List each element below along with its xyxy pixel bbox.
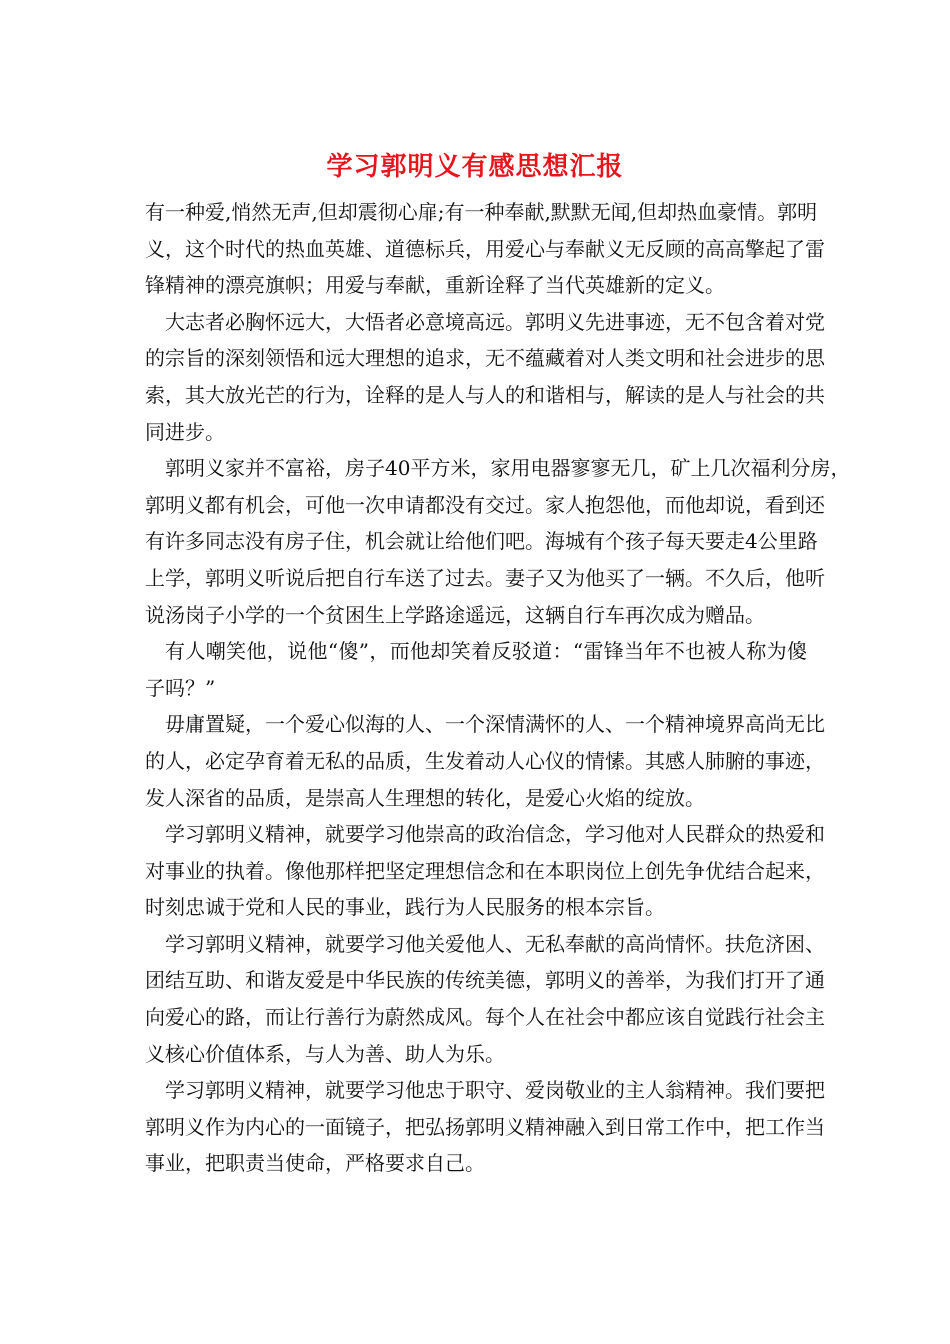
text-line: 同进步。 xyxy=(145,419,225,444)
text-line: 的人，必定孕育着无私的品质，生发着动人心仪的情愫。其感人肺腑的事迹， xyxy=(145,748,825,773)
text-line: 有人嘲笑他，说他“傻”，而他却笑着反驳道：“雷锋当年不也被人称为傻 xyxy=(165,639,807,664)
text-line: 发人深省的品质，是崇高人生理想的转化，是爱心火焰的绽放。 xyxy=(145,785,705,810)
text-line: 锋精神的漂亮旗帜；用爱与奉献，重新诠释了当代英雄新的定义。 xyxy=(145,273,725,298)
text-line: 学习郭明义精神，就要学习他关爱他人、无私奉献的高尚情怀。扶危济困、 xyxy=(165,931,825,956)
text-line: 义核心价值体系，与人为善、助人为乐。 xyxy=(145,1041,505,1066)
text-line: 毋庸置疑，一个爱心似海的人、一个深情满怀的人、一个精神境界高尚无比 xyxy=(165,712,825,737)
text-line: 义，这个时代的热血英雄、道德标兵，用爱心与奉献义无反顾的高高擎起了雷 xyxy=(145,236,825,261)
text-line: 子吗？” xyxy=(145,675,216,700)
text-line: 对事业的执着。像他那样把坚定理想信念和在本职岗位上创先争优结合起来， xyxy=(145,858,825,883)
text-line: 有许多同志没有房子住，机会就让给他们吧。海城有个孩子每天要走4公里路 xyxy=(145,529,818,554)
text-line: 郭明义都有机会，可他一次申请都没有交过。家人抱怨他，而他却说，看到还 xyxy=(145,492,825,517)
text-line: 学习郭明义精神，就要学习他崇高的政治信念，学习他对人民群众的热爱和 xyxy=(165,822,825,847)
text-line: 郭明义作为内心的一面镜子，把弘扬郭明义精神融入到日常工作中，把工作当 xyxy=(145,1114,825,1139)
text-line: 学习郭明义精神，就要学习他忠于职守、爱岗敬业的主人翁精神。我们要把 xyxy=(165,1078,825,1103)
text-line: 大志者必胸怀远大，大悟者必意境高远。郭明义先进事迹，无不包含着对党 xyxy=(165,309,825,334)
document-body xyxy=(145,194,851,1182)
text-line: 的宗旨的深刻领悟和远大理想的追求，无不蕴藏着对人类文明和社会进步的思 xyxy=(145,346,825,371)
text-line: 有一种爱,悄然无声,但却震彻心扉;有一种奉献,默默无闻,但却热血豪情。郭明 xyxy=(145,200,818,224)
text-line: 索，其大放光芒的行为，诠释的是人与人的和谐相与，解读的是人与社会的共 xyxy=(145,382,825,407)
text-line: 事业，把职责当使命，严格要求自己。 xyxy=(145,1151,485,1176)
text-line: 说汤岗子小学的一个贫困生上学路途遥远，这辆自行车再次成为赠品。 xyxy=(145,602,765,627)
text-line: 向爱心的路，而让行善行为蔚然成风。每个人在社会中都应该自觉践行社会主 xyxy=(145,1005,825,1030)
text-line: 郭明义家并不富裕，房子40平方米，家用电器寥寥无几，矿上几次福利分房， xyxy=(165,456,851,481)
document-title: 学习郭明义有感思想汇报 xyxy=(326,152,624,182)
text-line: 团结互助、和谐友爱是中华民族的传统美德，郭明义的善举，为我们打开了通 xyxy=(145,968,825,993)
text-line: 上学，郭明义听说后把自行车送了过去。妻子又为他买了一辆。不久后，他听 xyxy=(145,565,825,590)
text-line: 时刻忠诚于党和人民的事业，践行为人民服务的根本宗旨。 xyxy=(145,895,665,920)
